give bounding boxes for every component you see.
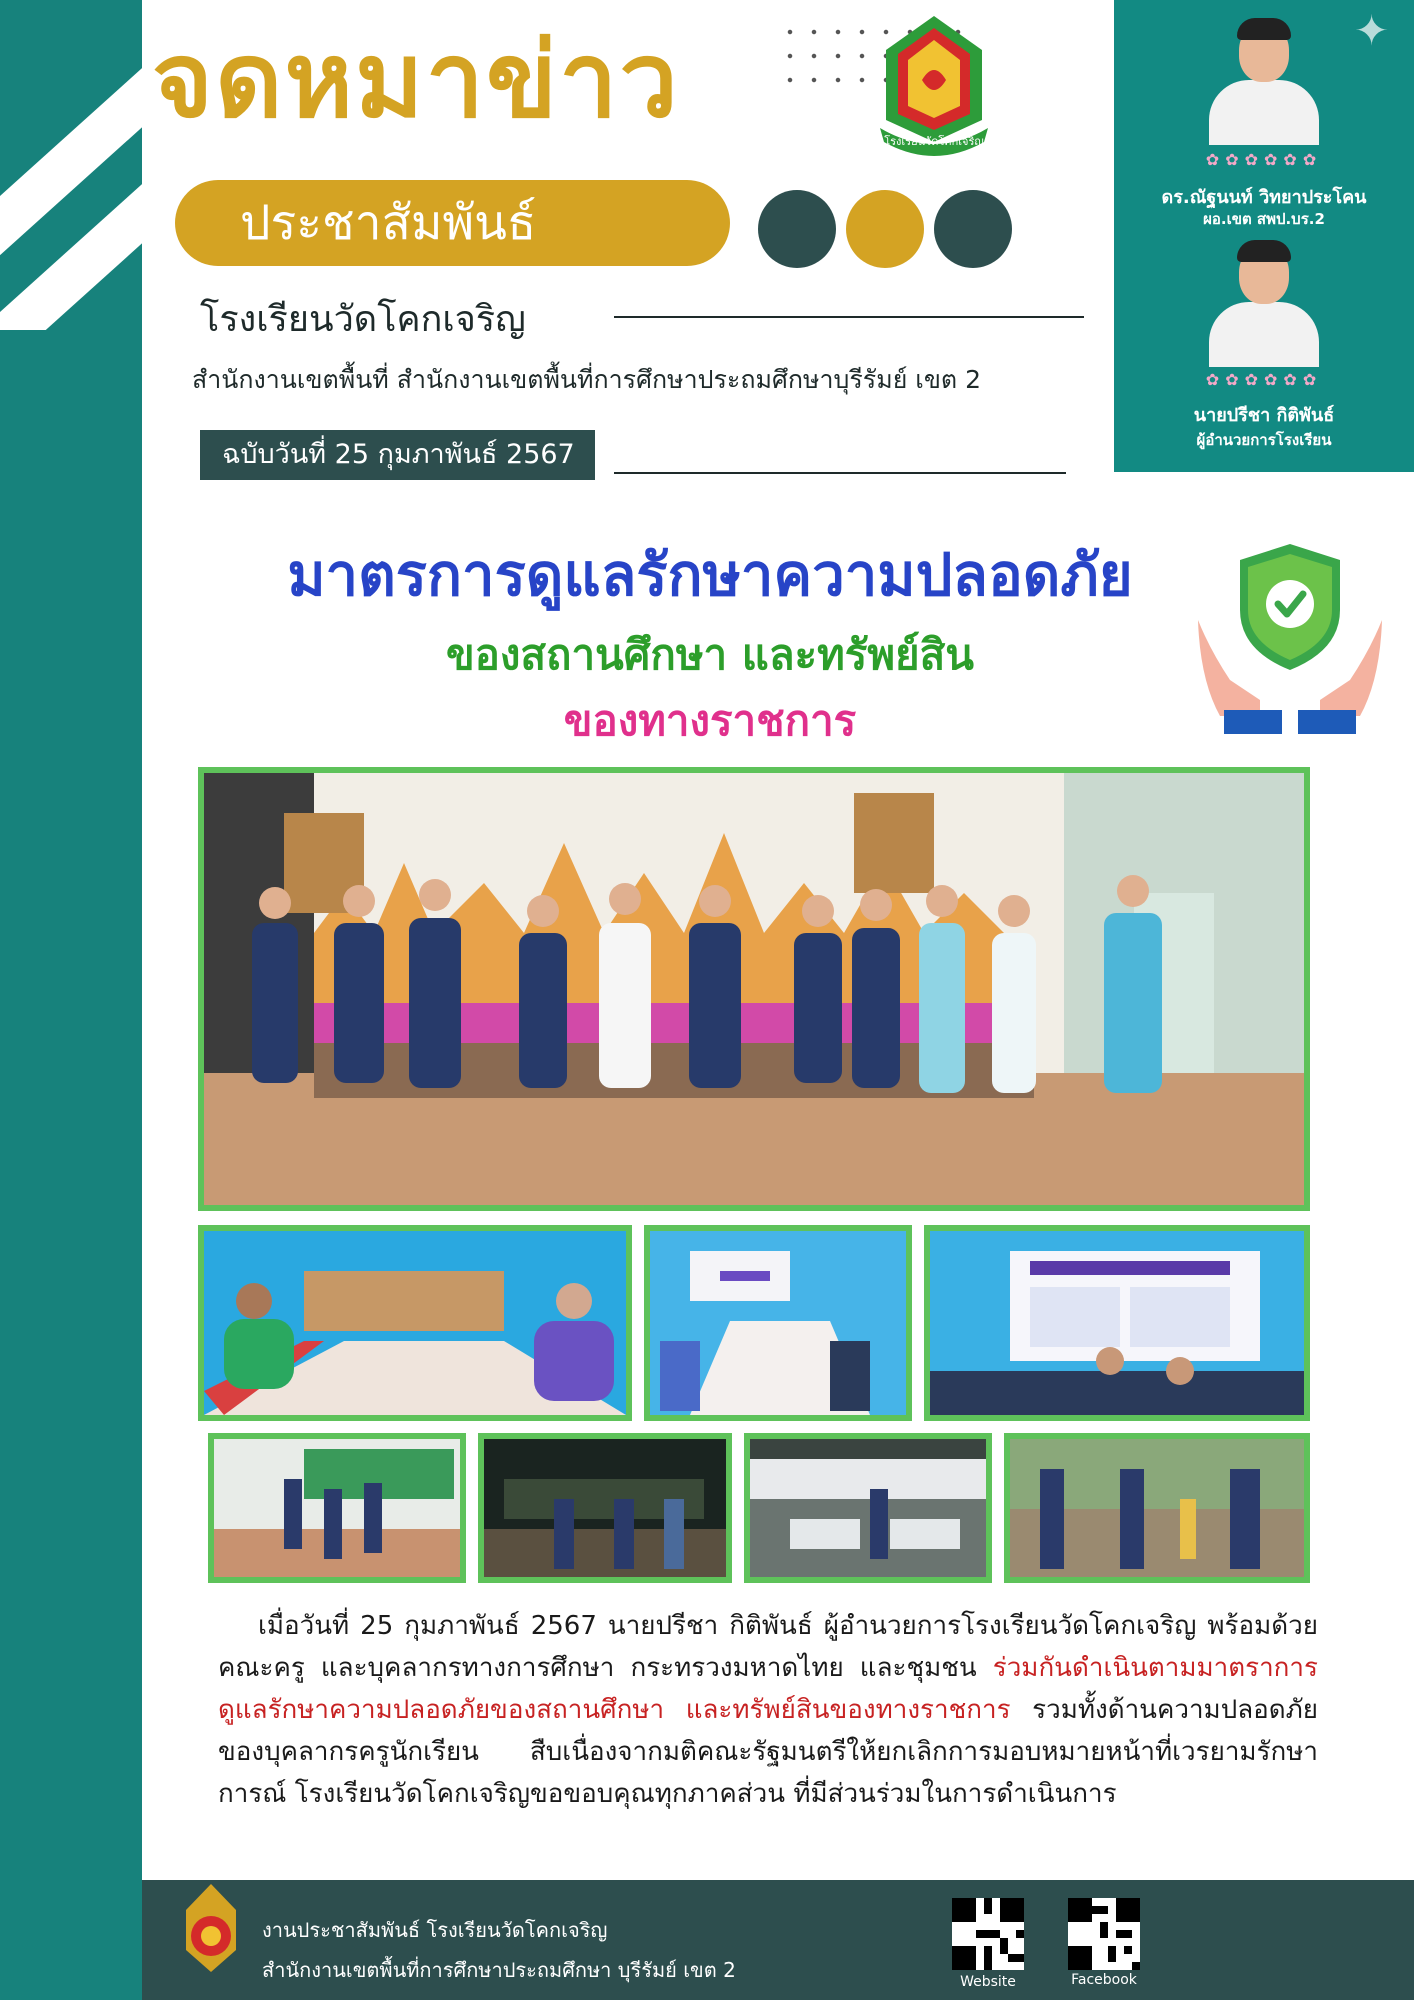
headline-line-3: ของทางราชการ xyxy=(563,696,857,745)
flower-decor: ✿✿✿✿✿✿ xyxy=(1205,370,1323,389)
facebook-qr-code[interactable] xyxy=(1068,1898,1140,1970)
official-position-1: ผอ.เขต สพป.บร.2 xyxy=(1203,210,1325,228)
footer-line-1: งานประชาสัมพันธ์ โรงเรียนวัดโคกเจริญ xyxy=(262,1918,608,1942)
facebook-label: Facebook xyxy=(1071,1972,1137,1988)
flower-decor: ✿✿✿✿✿✿ xyxy=(1205,150,1323,169)
divider-line xyxy=(614,316,1084,318)
diagonal-stripes xyxy=(0,0,170,330)
meeting-photo-1 xyxy=(198,1225,632,1421)
official-photo-1 xyxy=(1199,10,1329,145)
decor-dot-1 xyxy=(758,190,836,268)
official-position-2: ผู้อำนวยการโรงเรียน xyxy=(1196,431,1332,449)
patrol-photo-2 xyxy=(478,1433,732,1583)
newsletter-title: จดหมาข่าว xyxy=(152,19,680,141)
decor-dot-3 xyxy=(934,190,1012,268)
school-name: โรงเรียนวัดโคกเจริญ xyxy=(200,299,526,340)
sparkle-icon: ✦ xyxy=(1354,6,1390,55)
meeting-photo-2 xyxy=(644,1225,912,1421)
article-highlight: ร่วมกันดำเนินตามมาตราการดูแลรักษาความปลอดภัยของสถานศึกษา และทรัพย์สินของทางราชการ xyxy=(218,1653,1318,1725)
meeting-photo-3 xyxy=(924,1225,1310,1421)
obec-logo xyxy=(176,1880,246,1980)
patrol-photo-4 xyxy=(1004,1433,1310,1583)
official-name-1: ดร.ณัฐนนท์ วิทยาประโคน xyxy=(1161,187,1367,208)
article-text-1: เมื่อวันที่ 25 กุมภาพันธ์ 2567 นายปรีชา กิติพันธ์ ผู้อำนวยการโรงเรียนวัดโคกเจริญ พร้อมด้วยคณะครู และบุคลากรทางการศึกษา กระทรวงมหาดไทย และชุมชน xyxy=(218,1611,1318,1683)
school-logo-text: โรงเรียนวัดโคกเจริญ xyxy=(884,135,984,148)
decor-dot-2 xyxy=(846,190,924,268)
issue-date: ฉบับวันที่ 25 กุมภาพันธ์ 2567 xyxy=(222,439,575,470)
shield-hands-icon xyxy=(1190,540,1390,740)
patrol-photo-1 xyxy=(208,1433,466,1583)
divider-line xyxy=(614,472,1066,474)
headline-line-1: มาตรการดูแลรักษาความปลอดภัย xyxy=(287,541,1133,609)
patrol-photo-3 xyxy=(744,1433,992,1583)
official-photo-2 xyxy=(1199,232,1329,367)
headline-line-2: ของสถานศึกษา และทรัพย์สิน xyxy=(445,630,975,679)
main-group-photo xyxy=(198,767,1310,1211)
education-office: สำนักงานเขตพื้นที่ สำนักงานเขตพื้นที่การศึกษาประถมศึกษาบุรีรัมย์ เขต 2 xyxy=(192,365,982,394)
footer-line-2: สำนักงานเขตพื้นที่การศึกษาประถมศึกษา บุรีรัมย์ เขต 2 xyxy=(262,1958,736,1982)
officials-panel xyxy=(1114,0,1414,472)
newsletter-subtitle: ประชาสัมพันธ์ xyxy=(240,195,537,251)
website-label: Website xyxy=(960,1974,1016,1990)
official-name-2: นายปรีชา กิติพันธ์ xyxy=(1193,405,1335,426)
article-text-2: รวมทั้งด้านความปลอดภัยของบุคลากรครูนักเรียน สืบเนื่องจากมติคณะรัฐมนตรีให้ยกเลิกการมอบหมายหน้าที่เวรยามรักษาการณ์ โรงเรียนวัดโคกเจริญขอขอบคุณทุกภาคส่วน ที่มีส่วนร่วมในการดำเนินการ xyxy=(218,1695,1318,1809)
website-qr-code[interactable] xyxy=(952,1898,1024,1970)
school-logo xyxy=(862,10,1006,160)
article-body xyxy=(218,1605,1318,1815)
